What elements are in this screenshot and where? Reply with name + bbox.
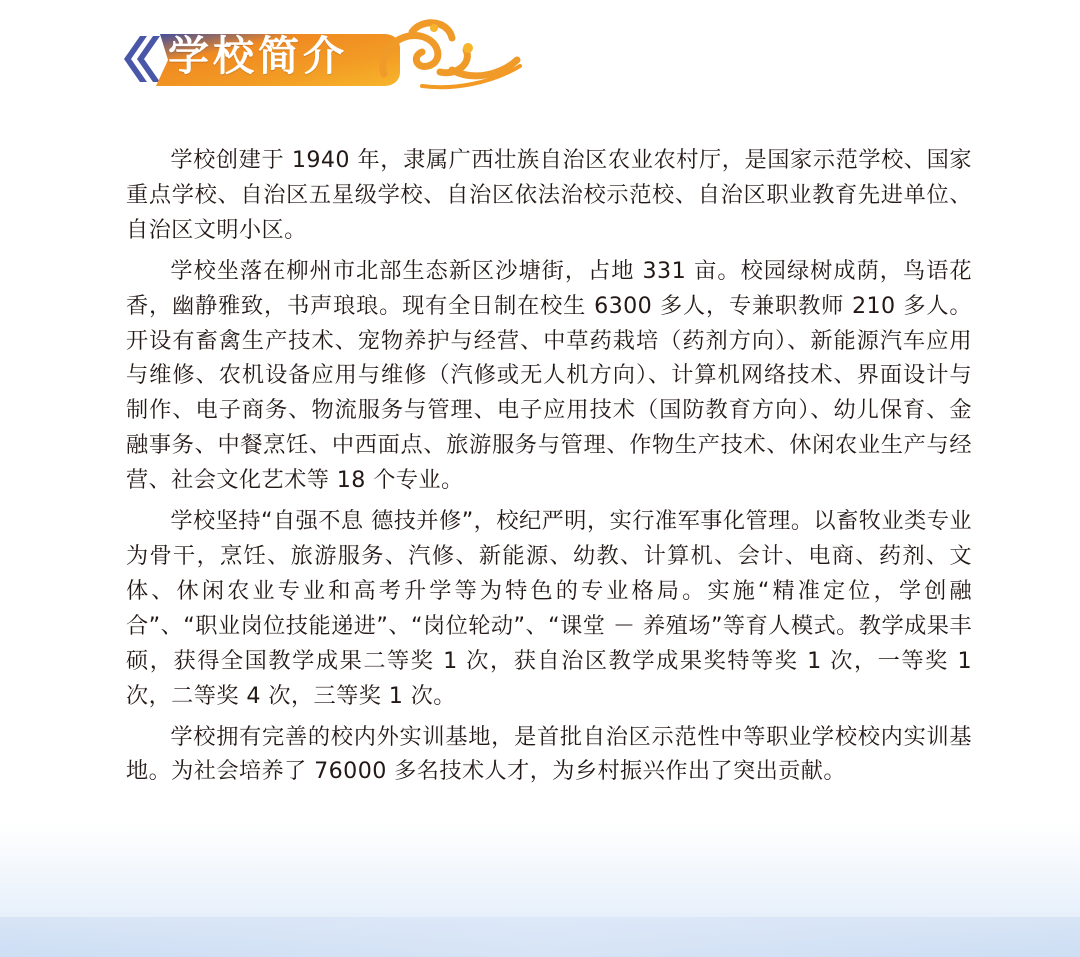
school-intro-article <box>126 143 972 795</box>
auspicious-cloud-icon <box>383 23 517 76</box>
paragraph-campus-majors: 学校坐落在柳州市北部生态新区沙塘街，占地 331 亩。校园绿树成荫，鸟语花香，幽静雅致，书声琅琅。现有全日制在校生 6300 多人，专兼职教师 210 多人。开设有畜禽生产技术、宠物养护与经营、中草药栽培（药剂方向）、新能源汽车应用与维修、农机设备应用与维修（汽修或无人机方向）、计算机网络技术、界面设计与制作、电子商务、物流服务与管理、电子应用技术（国防教育方向）、幼儿保育、金融事务、中餐烹饪、中西面点、旅游服务与管理、作物生产技术、休闲农业生产与经营、社会文化艺术等 18 个专业。 <box>126 257 972 494</box>
page-title: 学校简介 <box>168 32 348 80</box>
section-header <box>122 14 522 94</box>
paragraph-history: 学校创建于 1940 年，隶属广西壮族自治区农业农村厅，是国家示范学校、国家重点学校、自治区五星级学校、自治区依法治校示范校、自治区职业教育先进单位、自治区文明小区。 <box>126 147 972 243</box>
paragraph-management-achievements: 学校坚持“自强不息 德技并修”，校纪严明，实行准军事化管理。以畜牧业类专业为骨干，烹饪、旅游服务、汽修、新能源、幼教、计算机、会计、电商、药剂、文体、休闲农业专业和高考升学等为特色的专业格局。实施“精准定位，学创融合”、“职业岗位技能递进”、“岗位轮动”、“课堂 － 养殖场”等育人模式。教学成果丰硕，获得全国教学成果二等奖 1 次，获自治区教学成果奖特等奖 1 次，一等奖 1 次，二等奖 4 次，三等奖 1 次。 <box>126 508 972 709</box>
double-chevron-left-icon <box>124 36 160 82</box>
bottom-decoration <box>0 917 1080 957</box>
paragraph-training-base: 学校拥有完善的校内外实训基地，是首批自治区示范性中等职业学校校内实训基地。为社会培养了 76000 多名技术人才，为乡村振兴作出了突出贡献。 <box>126 723 972 785</box>
